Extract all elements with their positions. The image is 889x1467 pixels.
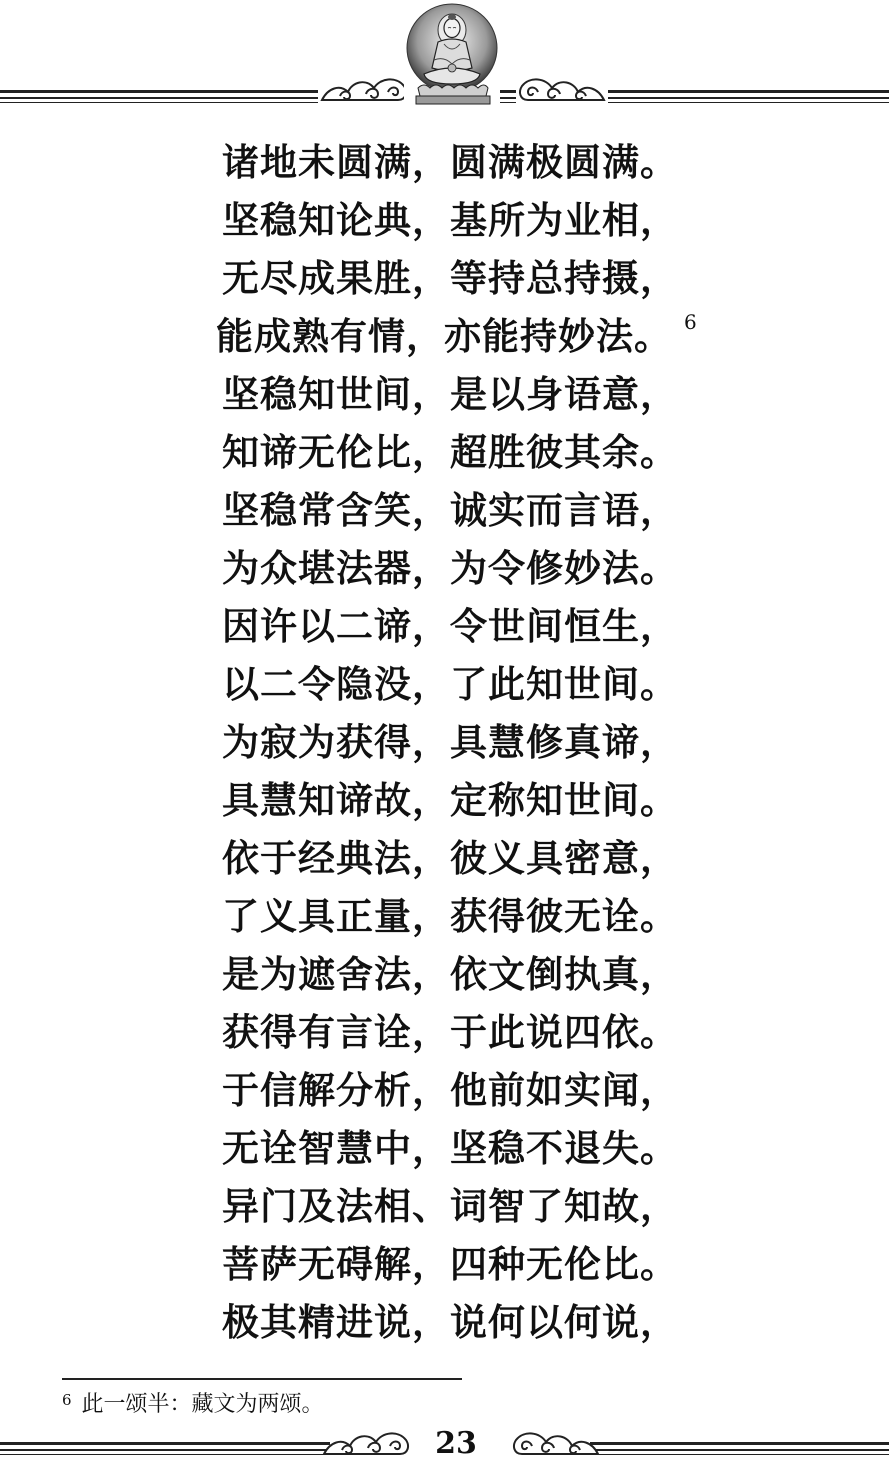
verse-line: 以二令隐没，了此知世间。: [222, 663, 678, 706]
footnote-text: 此一颂半：藏文为两颂。: [81, 1392, 324, 1417]
verse-line: 是为遮舍法，依文倒执真，: [222, 953, 678, 996]
page-number: 23: [424, 1424, 488, 1464]
verse-line: 知谛无伦比，超胜彼其余。: [222, 431, 678, 474]
verse-line: 无诠智慧中，坚稳不退失。: [222, 1127, 678, 1170]
verse-line: 于信解分析，他前如实闻，: [222, 1069, 678, 1112]
footer-cloud-left-icon: [320, 1426, 410, 1460]
verse-line: 菩萨无碍解，四种无伦比。: [222, 1243, 678, 1286]
verse-line: 能成熟有情，亦能持妙法。: [216, 315, 672, 358]
verse-line: 具慧知谛故，定称知世间。: [222, 779, 678, 822]
verse-line: 坚稳知论典，基所为业相，: [222, 199, 678, 242]
footnote-marker: 6: [684, 310, 697, 334]
verse-line: 为众堪法器，为令修妙法。: [222, 547, 678, 590]
footnote: [62, 1389, 324, 1421]
buddha-figure-icon: [404, 2, 500, 106]
verse-line: 坚稳知世间，是以身语意，: [222, 373, 678, 416]
footnote-divider: [62, 1378, 462, 1380]
cloud-scroll-right-icon: [516, 70, 608, 106]
verse-line: 了义具正量，获得彼无诠。: [222, 895, 678, 938]
cloud-scroll-left-icon: [318, 70, 410, 106]
verse-line: 依于经典法，彼义具密意，: [222, 837, 678, 880]
verse-line: 无尽成果胜，等持总持摄，: [222, 257, 678, 300]
footer-cloud-right-icon: [512, 1426, 602, 1460]
verse-line: 诸地未圆满，圆满极圆满。: [222, 141, 678, 184]
verse-line: 因许以二谛，令世间恒生，: [222, 605, 678, 648]
verse-line: 为寂为获得，具慧修真谛，: [222, 721, 678, 764]
verse-line: 异门及法相、词智了知故，: [222, 1185, 678, 1228]
verse-line: 获得有言诠，于此说四依。: [222, 1011, 678, 1054]
footnote-number: 6: [62, 1391, 72, 1409]
verse-line: 坚稳常含笑，诚实而言语，: [222, 489, 678, 532]
verse-line: 极其精进说，说何以何说，: [222, 1301, 678, 1344]
